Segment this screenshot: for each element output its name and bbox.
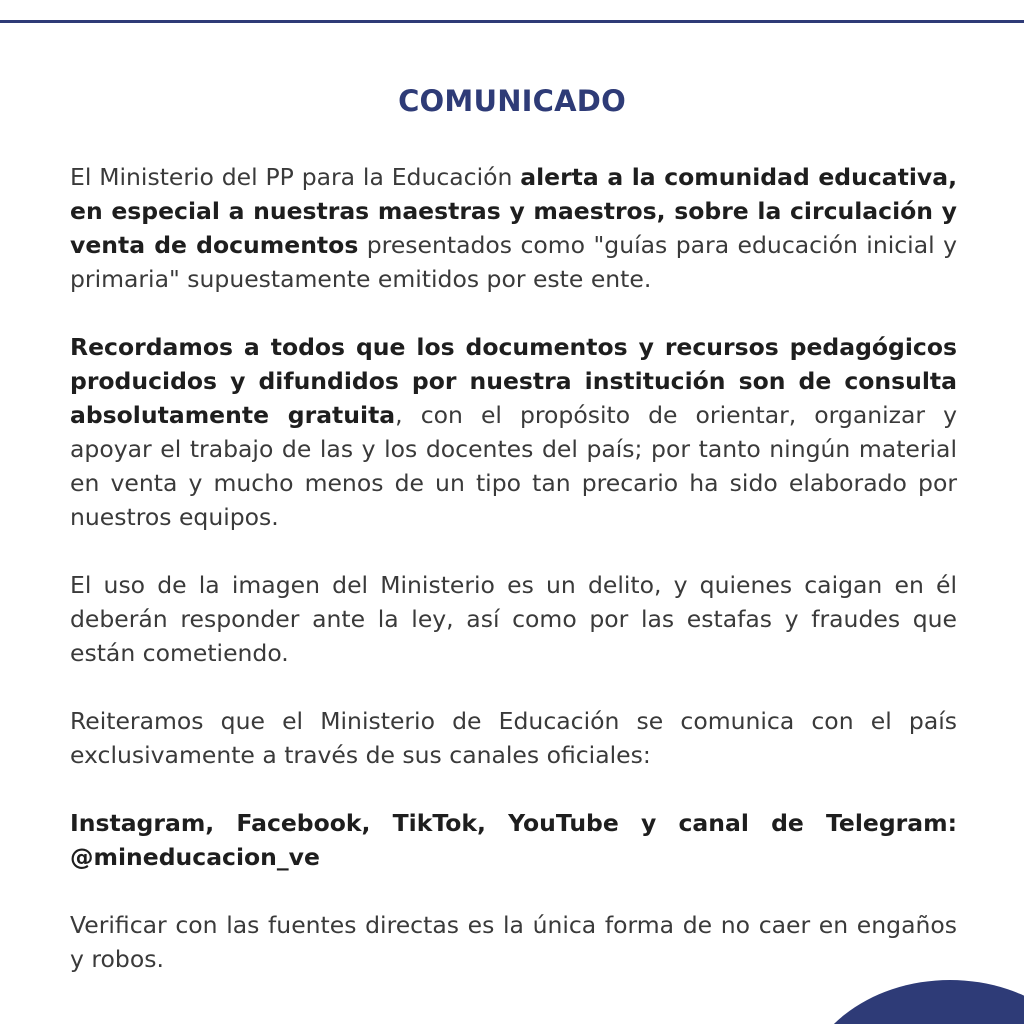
paragraph-alert-bold: alerta a la comunidad educativa, en especial a nuestras maestras y maestros, sobre la circulación y venta de documentos (70, 163, 957, 259)
top-divider (0, 20, 1024, 23)
paragraph-reminder-bold: Recordamos a todos que los documentos y recursos pedagógicos producidos y difundidos por nuestra institución son de consulta absolutamente gratuita (70, 333, 957, 429)
page-title: COMUNICADO (398, 84, 626, 118)
paragraph-channels-intro: Reiteramos que el Ministerio de Educación se comunica con el país exclusivamente a través de sus canales oficiales: (70, 707, 957, 769)
paragraph-alert-rest: presentados como "guías para educación inicial y primaria" supuestamente emitidos por este ente. (70, 231, 957, 293)
paragraph-channels-list (70, 806, 957, 874)
social-channels: Instagram, Facebook, TikTok, YouTube y canal de Telegram: @mineducacion_ve (70, 809, 957, 871)
paragraph-alert-intro: El Ministerio del PP para la Educación (70, 163, 521, 191)
paragraph-legal: El uso de la imagen del Ministerio es un delito, y quienes caigan en él deberán responder ante la ley, así como por las estafas y fraudes que están cometiendo. (70, 571, 957, 667)
paragraph-reminder (70, 330, 957, 534)
paragraph-alert (70, 160, 957, 296)
paragraph-reminder-rest: , con el propósito de orientar, organizar y apoyar el trabajo de las y los docentes del país; por tanto ningún material en venta y mucho menos de un tipo tan precario ha sido elaborado por nuestros equipos. (70, 401, 957, 531)
paragraph-verify: Verificar con las fuentes directas es la única forma de no caer en engaños y robos. (70, 911, 957, 973)
announcement-body (70, 160, 957, 1010)
